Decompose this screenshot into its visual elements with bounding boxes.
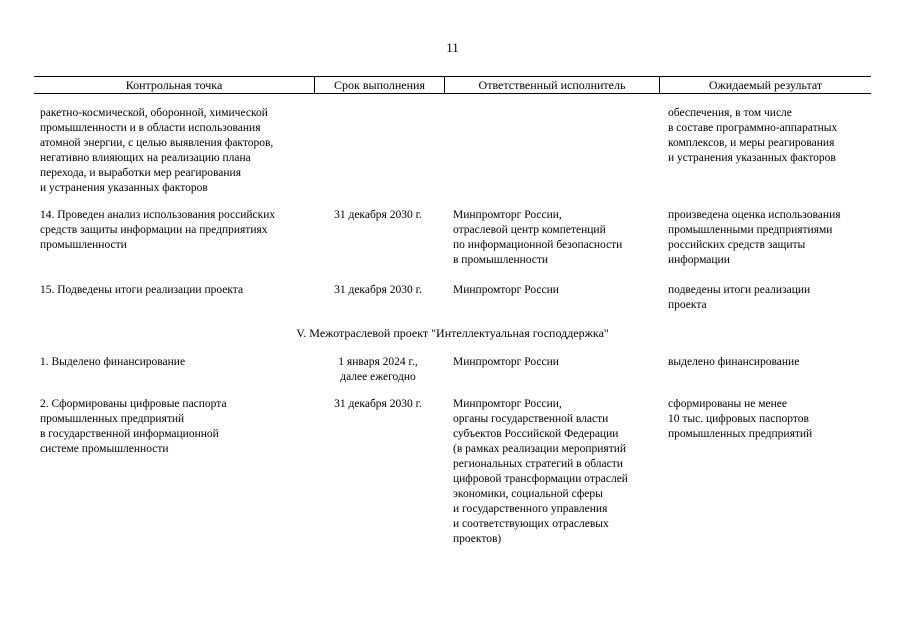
executor-cell	[453, 208, 622, 268]
cell-line: 31 декабря 2030 г.	[334, 209, 422, 221]
cell-line: промышленных предприятий	[40, 413, 185, 425]
cell-line: цифровой трансформации отраслей	[453, 473, 628, 485]
cell-line: ракетно-космической, оборонной, химической	[40, 107, 268, 119]
cell-line: и устранения указанных факторов	[40, 182, 208, 194]
deadline-cell	[314, 355, 442, 385]
cell-line: подведены итоги реализации	[668, 284, 811, 296]
cell-line: по информационной безопасности	[453, 239, 623, 251]
column-header-checkpoint: Контрольная точка	[125, 78, 223, 92]
cell-line: перехода, и выработки мер реагирования	[40, 167, 241, 179]
cell-line: Минпромторг России	[453, 356, 559, 368]
cell-line: 1 января 2024 г.,	[338, 356, 418, 368]
result-cell	[668, 397, 812, 442]
cell-line: промышленными предприятиями	[668, 224, 833, 236]
cell-line: выделено финансирование	[668, 356, 800, 368]
cell-line: атомной энергии, с целью выявления факторов,	[40, 137, 274, 149]
result-cell	[668, 355, 799, 370]
cell-line: и государственного управления	[453, 503, 608, 515]
column-header-deadline: Срок выполнения	[334, 78, 425, 92]
executor-cell	[453, 283, 559, 298]
cell-line: отраслевой центр компетенций	[453, 224, 606, 236]
cell-line: 2. Сформированы цифровые паспорта	[40, 398, 227, 410]
cell-line: сформированы не менее	[668, 398, 787, 410]
cell-line: информации	[668, 254, 730, 266]
table-header	[34, 76, 871, 94]
checkpoint-cell	[40, 355, 185, 370]
cell-line: 31 декабря 2030 г.	[334, 284, 422, 296]
column-header-executor: Ответственный исполнитель	[478, 78, 626, 92]
checkpoint-cell	[40, 283, 243, 298]
cell-line: и устранения указанных факторов	[668, 152, 836, 164]
cell-line: и соответствующих отраслевых	[453, 518, 609, 530]
cell-line: 1. Выделено финансирование	[40, 356, 186, 368]
result-cell	[668, 208, 841, 268]
checkpoint-cell	[40, 106, 273, 196]
checkpoint-cell	[40, 208, 275, 253]
cell-line: Минпромторг России,	[453, 398, 562, 410]
executor-cell	[453, 397, 628, 547]
cell-line: региональных стратегий в области	[453, 458, 623, 470]
page-number: 11	[446, 40, 459, 55]
cell-line: (в рамках реализации мероприятий	[453, 443, 627, 455]
executor-cell	[453, 355, 559, 370]
result-cell	[668, 283, 810, 313]
cell-line: произведена оценка использования	[668, 209, 841, 221]
cell-line: комплексов, и меры реагирования	[668, 137, 835, 149]
cell-line: Минпромторг России,	[453, 209, 562, 221]
cell-line: 31 декабря 2030 г.	[334, 398, 422, 410]
section-title: V. Межотраслевой проект "Интеллектуальная господдержка"	[296, 326, 609, 340]
cell-line: Минпромторг России	[453, 284, 559, 296]
cell-line: российских средств защиты	[668, 239, 806, 251]
cell-line: далее ежегодно	[340, 371, 416, 383]
cell-line: органы государственной власти	[453, 413, 609, 425]
cell-line: средств защиты информации на предприятиях	[40, 224, 268, 236]
cell-line: промышленности и в области использования	[40, 122, 261, 134]
cell-line: 15. Подведены итоги реализации проекта	[40, 284, 244, 296]
deadline-cell	[314, 397, 442, 412]
cell-line: негативно влияющих на реализацию плана	[40, 152, 251, 164]
cell-line: промышленных предприятий	[668, 428, 813, 440]
cell-line: проектов)	[453, 533, 502, 545]
cell-line: проекта	[668, 299, 707, 311]
cell-line: 10 тыс. цифровых паспортов	[668, 413, 809, 425]
cell-line: в промышленности	[453, 254, 549, 266]
deadline-cell	[314, 208, 442, 223]
checkpoint-cell	[40, 397, 227, 457]
cell-line: системе промышленности	[40, 443, 169, 455]
cell-line: субъектов Российской Федерации	[453, 428, 619, 440]
result-cell	[668, 106, 837, 166]
cell-line: обеспечения, в том числе	[668, 107, 792, 119]
deadline-cell	[314, 283, 442, 298]
cell-line: промышленности	[40, 239, 127, 251]
cell-line: в составе программно-аппаратных	[668, 122, 838, 134]
cell-line: в государственной информационной	[40, 428, 219, 440]
cell-line: 14. Проведен анализ использования российских	[40, 209, 276, 221]
cell-line: экономики, социальной сферы	[453, 488, 603, 500]
column-header-result: Ожидаемый результат	[708, 78, 823, 92]
